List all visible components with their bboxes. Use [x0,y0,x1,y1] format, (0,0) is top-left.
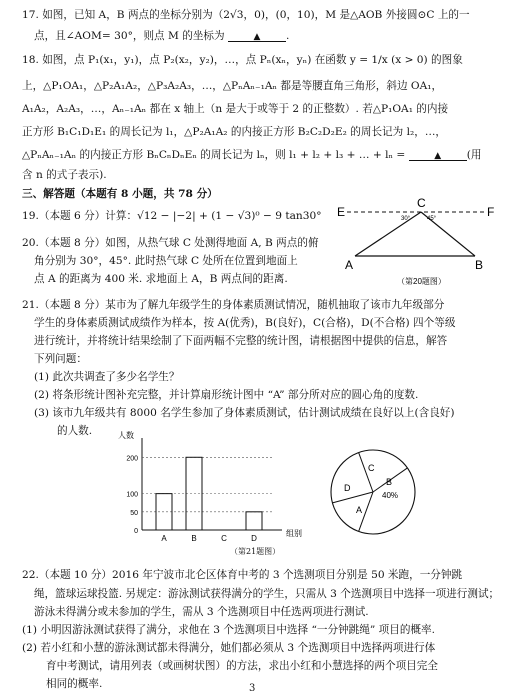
q20-line2: 角分别为 30°，45°. 此时热气球 C 处所在位置到地面上 [34,255,298,267]
q21-sub3a: (3) 该市九年级共有 8000 名学生参加了身体素质测试，估计测试成绩在良好以上(含良好) [34,407,455,419]
y-tick-label: 100 [126,491,138,499]
pie-label-d: D [344,483,351,493]
pie-label-b: B [386,477,393,487]
q21-sub2: (2) 将条形统计图补充完整，并计算扇形统计图中 “A” 部分所对应的圆心角的度数. [34,389,419,401]
bar-chart [108,430,308,545]
y-axis-label: 人数 [118,431,134,440]
x-tick-label: A [161,534,167,543]
q21-line2: 学生的身体素质测试成绩作为样本，按 A(优秀)，B(良好)，C(合格)，D(不合格) 四个等级 [34,317,456,329]
q21-sub3b: 的人数. [57,425,93,437]
pie-value-b: 40% [382,491,399,500]
q18-answer-blank [409,149,467,161]
y-tick-label: 200 [126,455,138,463]
q17-answer-blank [228,30,286,42]
q17-text: 点，且∠AOM= 30°，则点 M 的坐标为 [34,30,225,42]
x-axis-label: 组别 [286,529,302,538]
label-c: C [417,196,426,210]
q21-caption: （第21题图） [230,547,281,556]
q17-end: . [285,30,290,42]
pie-divider [332,492,373,503]
segment-ca [355,212,421,256]
q21-line3: 进行统计，并将统计结果绘制了下面两幅不完整的统计图，请根据图中提供的信息，解答 [34,335,448,347]
q22-sub2b: 育中考测试，请用列表（或画树状图）的方法，求出小红和小慧选择的两个项目完全 [46,660,438,672]
angle-30: 30° [401,216,411,222]
q22-sub1: (1) 小明因游泳测试获得了满分，求他在 3 个选测项目中选择 “一分钟跳绳” 项目的概率. [22,624,435,636]
pie-chart [328,447,418,537]
q21-line1: 21.（本题 8 分）某市为了解九年级学生的身体素质测试情况，随机抽取了该市九年级部分 [22,299,445,311]
q17-line1: 17. 如图，已知 A，B 两点的坐标分别为（2√3，0)，(0，10)，M 是△AOB 外接圆⊙C 上的一 [22,9,470,21]
q18-line2: 上，△P₁OA₁，△P₂A₁A₂，△P₃A₂A₃，…，△PₙAₙ₋₁Aₙ 都是等腰直角三角形，斜边 OA₁， [22,80,443,92]
q18-line4: 正方形 B₁C₁D₁E₁ 的周长记为 l₁，△P₂A₁A₂ 的内接正方形 B₂C₂D₂E₂ 的周长记为 l₂，…， [22,126,447,138]
blank-mark: ▲ [434,151,442,161]
q22-sub2c: 相同的概率. [46,678,103,690]
q20-line3: 点 A 的距离为 400 米. 求地面上 A，B 两点间的距离. [34,273,288,285]
q19-line: 19.（本题 6 分）计算：√12 − |−2| + (1 − √3)⁰ − 9 tan30° [22,210,322,222]
label-f: F [487,205,495,219]
label-e: E [337,205,346,219]
q20-figure [335,196,500,291]
x-tick-label: D [251,534,257,543]
angle-45: 45° [427,216,437,222]
q22-line3: 游泳未得满分或未参加的学生，需从 3 个选测项目中任选两项进行测试. [34,606,369,618]
q21-line4: 下列问题： [34,353,87,365]
q18-line3: A₁A₂，A₂A₃，…，Aₙ₋₁Aₙ 都在 x 轴上（n 是大于或等于 2 的正整数）. 若△P₁OA₁ 的内接 [22,103,449,115]
q21-sub1: (1) 此次共调查了多少名学生？ [34,371,180,383]
q22-line1: 22.（本题 10 分）2016 年宁波市北仑区体育中考的 3 个选测项目分别是 50 米跑，一分钟跳 [22,569,463,581]
label-b: B [475,258,484,272]
y-tick-label: 50 [130,509,138,517]
q18-end: (用 [466,149,482,161]
q22-line2: 绳，篮球运球投篮. 另规定：游泳测试获得满分的学生，只需从 3 个选测项目中选择一项进行测试； [34,588,500,600]
blank-mark: ▲ [253,32,261,42]
pie-label-a: A [356,505,363,515]
q17-line2 [34,30,289,43]
q18-text: △PₙAₙ₋₁Aₙ 的内接正方形 BₙCₙDₙEₙ 的周长记为 lₙ，则 l₁ + l₂ + l₃ + … + lₙ = [22,149,406,161]
q20-line1: 20.（本题 8 分）如图，从热气球 C 处测得地面 A, B 两点的俯 [22,237,319,249]
bar-d [246,512,262,530]
q18-line1: 18. 如图，点 P₁(x₁，y₁)，点 P₂(x₂，y₂)，…，点 Pₙ(xₙ，yₙ) 在函数 y = 1/x (x > 0) 的图象 [22,54,463,66]
label-a: A [345,258,354,272]
x-tick-label: B [191,534,197,543]
q20-caption: （第20题图） [397,277,446,286]
page-number: 3 [249,683,256,694]
q22-sub2a: (2) 若小红和小慧的游泳测试都未得满分，她们都必须从 3 个选测项目中选择两项进行体 [22,642,436,654]
pie-label-c: C [368,463,375,473]
y-tick-label: 0 [134,528,138,535]
x-tick-label: C [221,534,227,543]
q18-line5 [22,149,481,162]
section-header: 三、解答题（本题有 8 小题，共 78 分） [22,188,218,200]
q18-line6: 含 n 的式子表示). [22,169,107,181]
